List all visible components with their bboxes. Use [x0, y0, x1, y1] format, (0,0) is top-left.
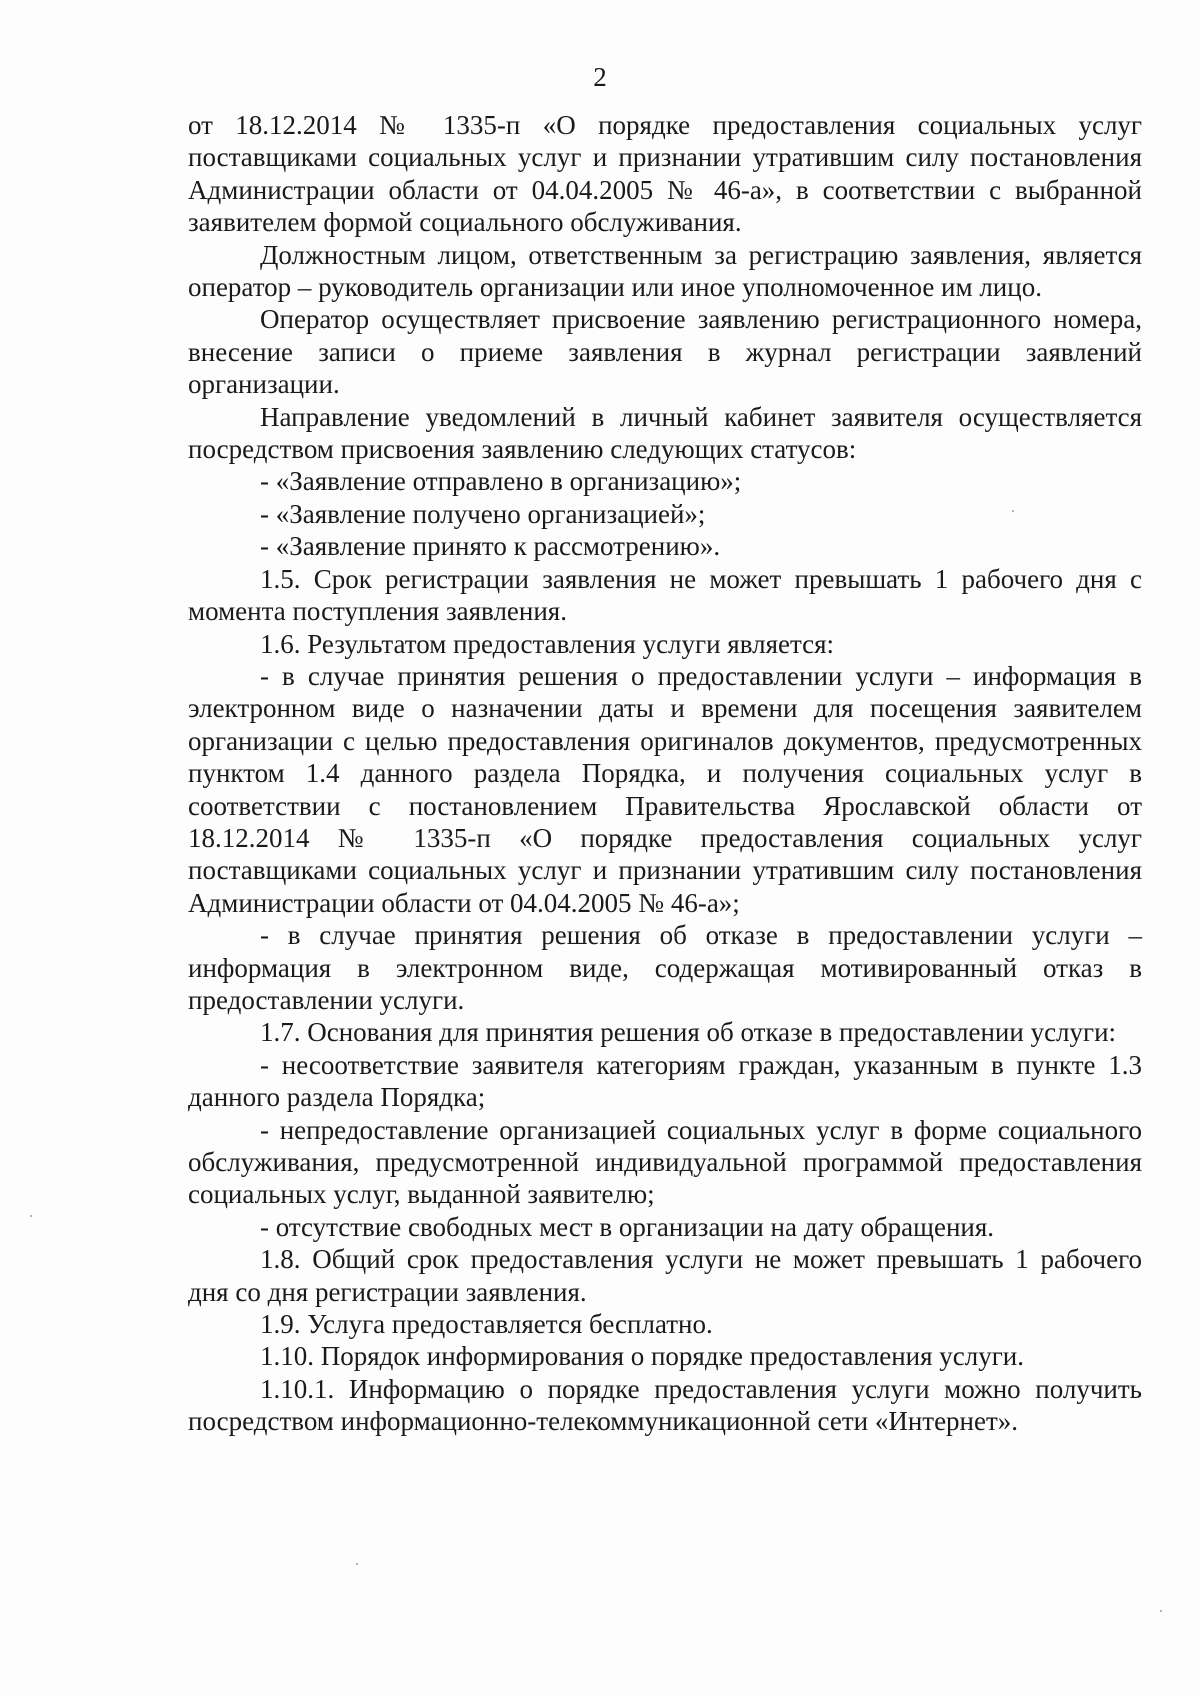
paragraph-continuation: от 18.12.2014 № 1335-п «О порядке предоставления социальных услуг поставщиками социальных услуг и признании утратившим силу постановления Администрации области от 04.04.2005 № 46-а», в соответствии с выбранной заявителем формой социального обслуживания. [188, 110, 1142, 238]
clause-1-8: 1.8. Общий срок предоставления услуги не может превышать 1 рабочего дня со дня регистрации заявления. [188, 1244, 1142, 1307]
clause-1-7: 1.7. Основания для принятия решения об отказе в предоставлении услуги: [260, 1017, 1117, 1048]
scan-speck [30, 1215, 32, 1217]
document-body [188, 109, 1142, 1438]
paragraph-notifications: Направление уведомлений в личный кабинет заявителя осуществляется посредством присвоения заявлению следующих статусов: [188, 401, 1142, 465]
status-item-sent: - «Заявление отправлено в организацию»; [260, 466, 742, 497]
clause-1-9: 1.9. Услуга предоставляется бесплатно. [260, 1309, 713, 1340]
scan-speck [356, 1563, 358, 1565]
clause-1-7-item-places: - отсутствие свободных мест в организации на дату обращения. [260, 1211, 995, 1242]
scan-speck [1160, 1610, 1162, 1612]
clause-1-7-item-category: - несоответствие заявителя категориям граждан, указанным в пункте 1.3 данного раздела Порядка; [188, 1049, 1142, 1113]
status-item-accepted: - «Заявление принято к рассмотрению». [260, 531, 721, 562]
clause-1-6-item-approval: - в случае принятия решения о предоставлении услуги – информация в электронном виде о назначении даты и времени для посещения заявителем организации с целью предоставления оригиналов документов, предусмотренных пунктом 1.4 данного раздела Порядка, и получения социальных услуг в соответствии с постановлением Правительства Ярославской области от 18.12.2014 № 1335-п «О порядке предоставления социальных услуг поставщиками социальных услуг и признании утратившим силу постановления Администрации области от 04.04.2005 № 46-а»; [188, 660, 1142, 918]
clause-1-6-item-refusal: - в случае принятия решения об отказе в предоставлении услуги – информация в электронном виде, содержащая мотивированный отказ в предоставлении услуги. [188, 920, 1142, 1015]
clause-1-5: 1.5. Срок регистрации заявления не может превышать 1 рабочего дня с момента поступления заявления. [188, 563, 1142, 627]
scan-speck [1012, 510, 1014, 512]
clause-1-7-item-form: - непредоставление организацией социальных услуг в форме социального обслуживания, предусмотренной индивидуальной программой предоставления социальных услуг, выданной заявителю; [188, 1114, 1142, 1210]
page-number: 2 [593, 62, 607, 92]
status-item-received: - «Заявление получено организацией»; [260, 498, 706, 529]
clause-1-10: 1.10. Порядок информирования о порядке предоставления услуги. [260, 1341, 1025, 1372]
clause-1-6: 1.6. Результатом предоставления услуги является: [260, 628, 835, 659]
clause-1-10-1: 1.10.1. Информацию о порядке предоставления услуги можно получить посредством информационно-телекоммуникационной сети «Интернет». [188, 1373, 1142, 1437]
paragraph-operator-registration: Оператор осуществляет присвоение заявлению регистрационного номера, внесение записи о приеме заявления в журнал регистрации заявлений организации. [188, 304, 1142, 400]
paragraph-responsible-official: Должностным лицом, ответственным за регистрацию заявления, является оператор – руководитель организации или иное уполномоченное им лицо. [188, 239, 1142, 303]
